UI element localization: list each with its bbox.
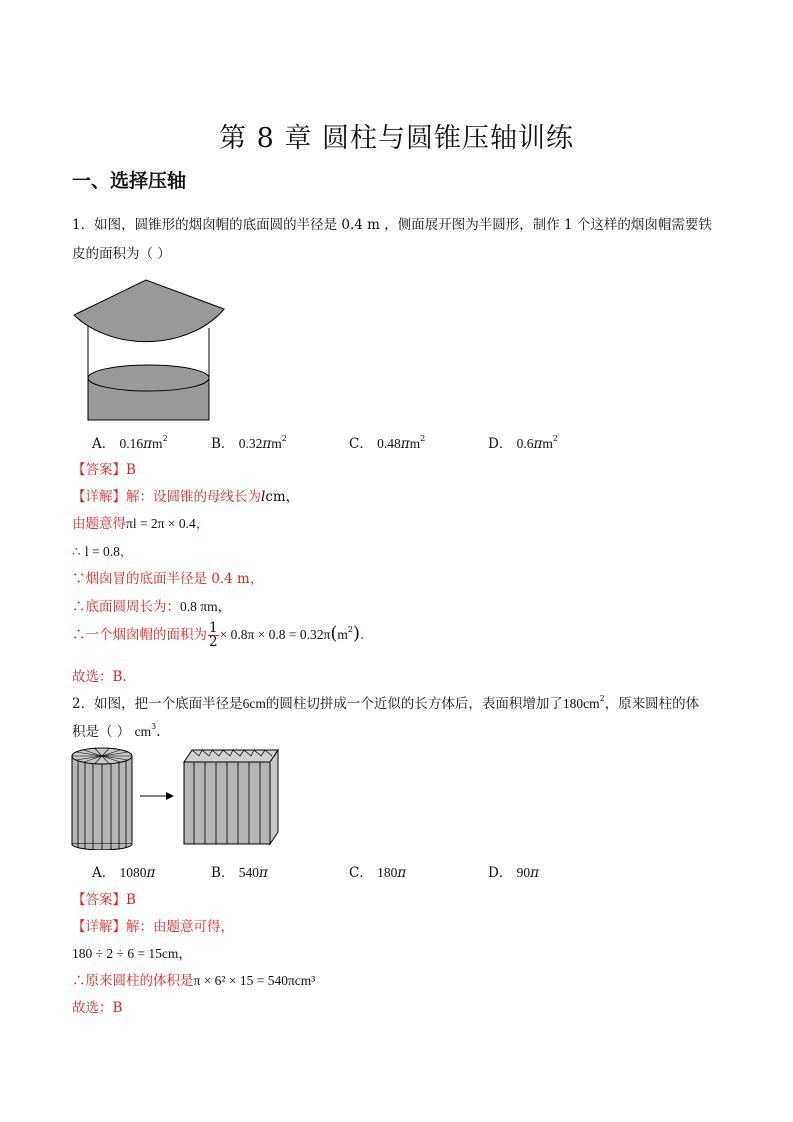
q2-detail-line3: ∴原来圆柱的体积是π × 6² × 15 = 540πcm³ [72,973,316,989]
cylinder-figure [72,748,132,850]
page-title: 第 8 章 圆柱与圆锥压轴训练 [219,123,574,154]
q1-stem-line2: 皮的面积为（ ） [72,246,171,262]
q2-conclusion: 故选：B [72,1000,123,1016]
section-heading: 一、选择压轴 [72,170,187,192]
q2-option-b: B． 540π [211,865,268,881]
q1-detail-line4: ∵烟囱冒的底面半径是 0.4 m， [72,571,264,587]
q1-detail-line5: ∴底面圆周长为：0.8 πm， [72,599,232,615]
q1-detail-line6: ∴一个烟囱帽的面积为 $\frac{1}{2}$ × $0.8\pi \times 0.8 = 0.32\pi(m^2)$. [72,620,365,650]
cylinder-to-cuboid-figure [68,744,288,850]
cone-cap-shape [74,280,224,342]
q2-answer: 【答案】B [72,892,136,908]
cuboid-figure [184,750,278,844]
fraction-one-half: $\frac{1}{2}$ [209,620,218,650]
q2-option-c: C． 180π [349,865,407,881]
q2-option-a: A． 1080π [92,865,156,881]
q1-detail-line2: 由题意得πl = 2π × 0.4， [72,516,210,532]
q1-conclusion: 故选：B. [72,669,127,685]
arrow-icon [140,792,174,800]
q1-detail-line3: ∴ l = 0.8， [72,544,134,560]
q1-option-b: B． $0.32\pi m^2$ [211,434,287,452]
q1-option-a: A． $0.16\pi m^2$ [92,434,168,452]
pipe-top-ellipse [88,365,209,391]
q2-stem-line2: 积是（ ） $cm^3$. [72,722,161,740]
q1-option-d: D． $0.6\pi m^2$ [488,434,558,452]
q2-stem-line1: 2．如图，把一个底面半径是6cm的圆柱切拼成一个近似的长方体后，表面积增加了$180cm^2$，原来圆柱的体 [72,694,700,712]
q1-stem-line1: 1．如图，圆锥形的烟囱帽的底面圆的半径是 0.4 m ，侧面展开图为半圆形，制作 1 个这样的烟囱帽需要铁 [72,217,712,233]
q2-option-d: D． 90π [488,865,539,881]
q2-detail-line2: 180 ÷ 2 ÷ 6 = 15cm， [72,946,192,961]
q2-detail-line1: 【详解】解：由题意可得， [72,919,234,935]
q1-detail-line1: 【详解】解：设圆锥的母线长为lcm， [72,489,300,505]
chimney-cap-figure [70,276,230,422]
q1-answer: 【答案】B [72,462,136,478]
q1-option-c: C． $0.48\pi m^2$ [349,434,426,452]
